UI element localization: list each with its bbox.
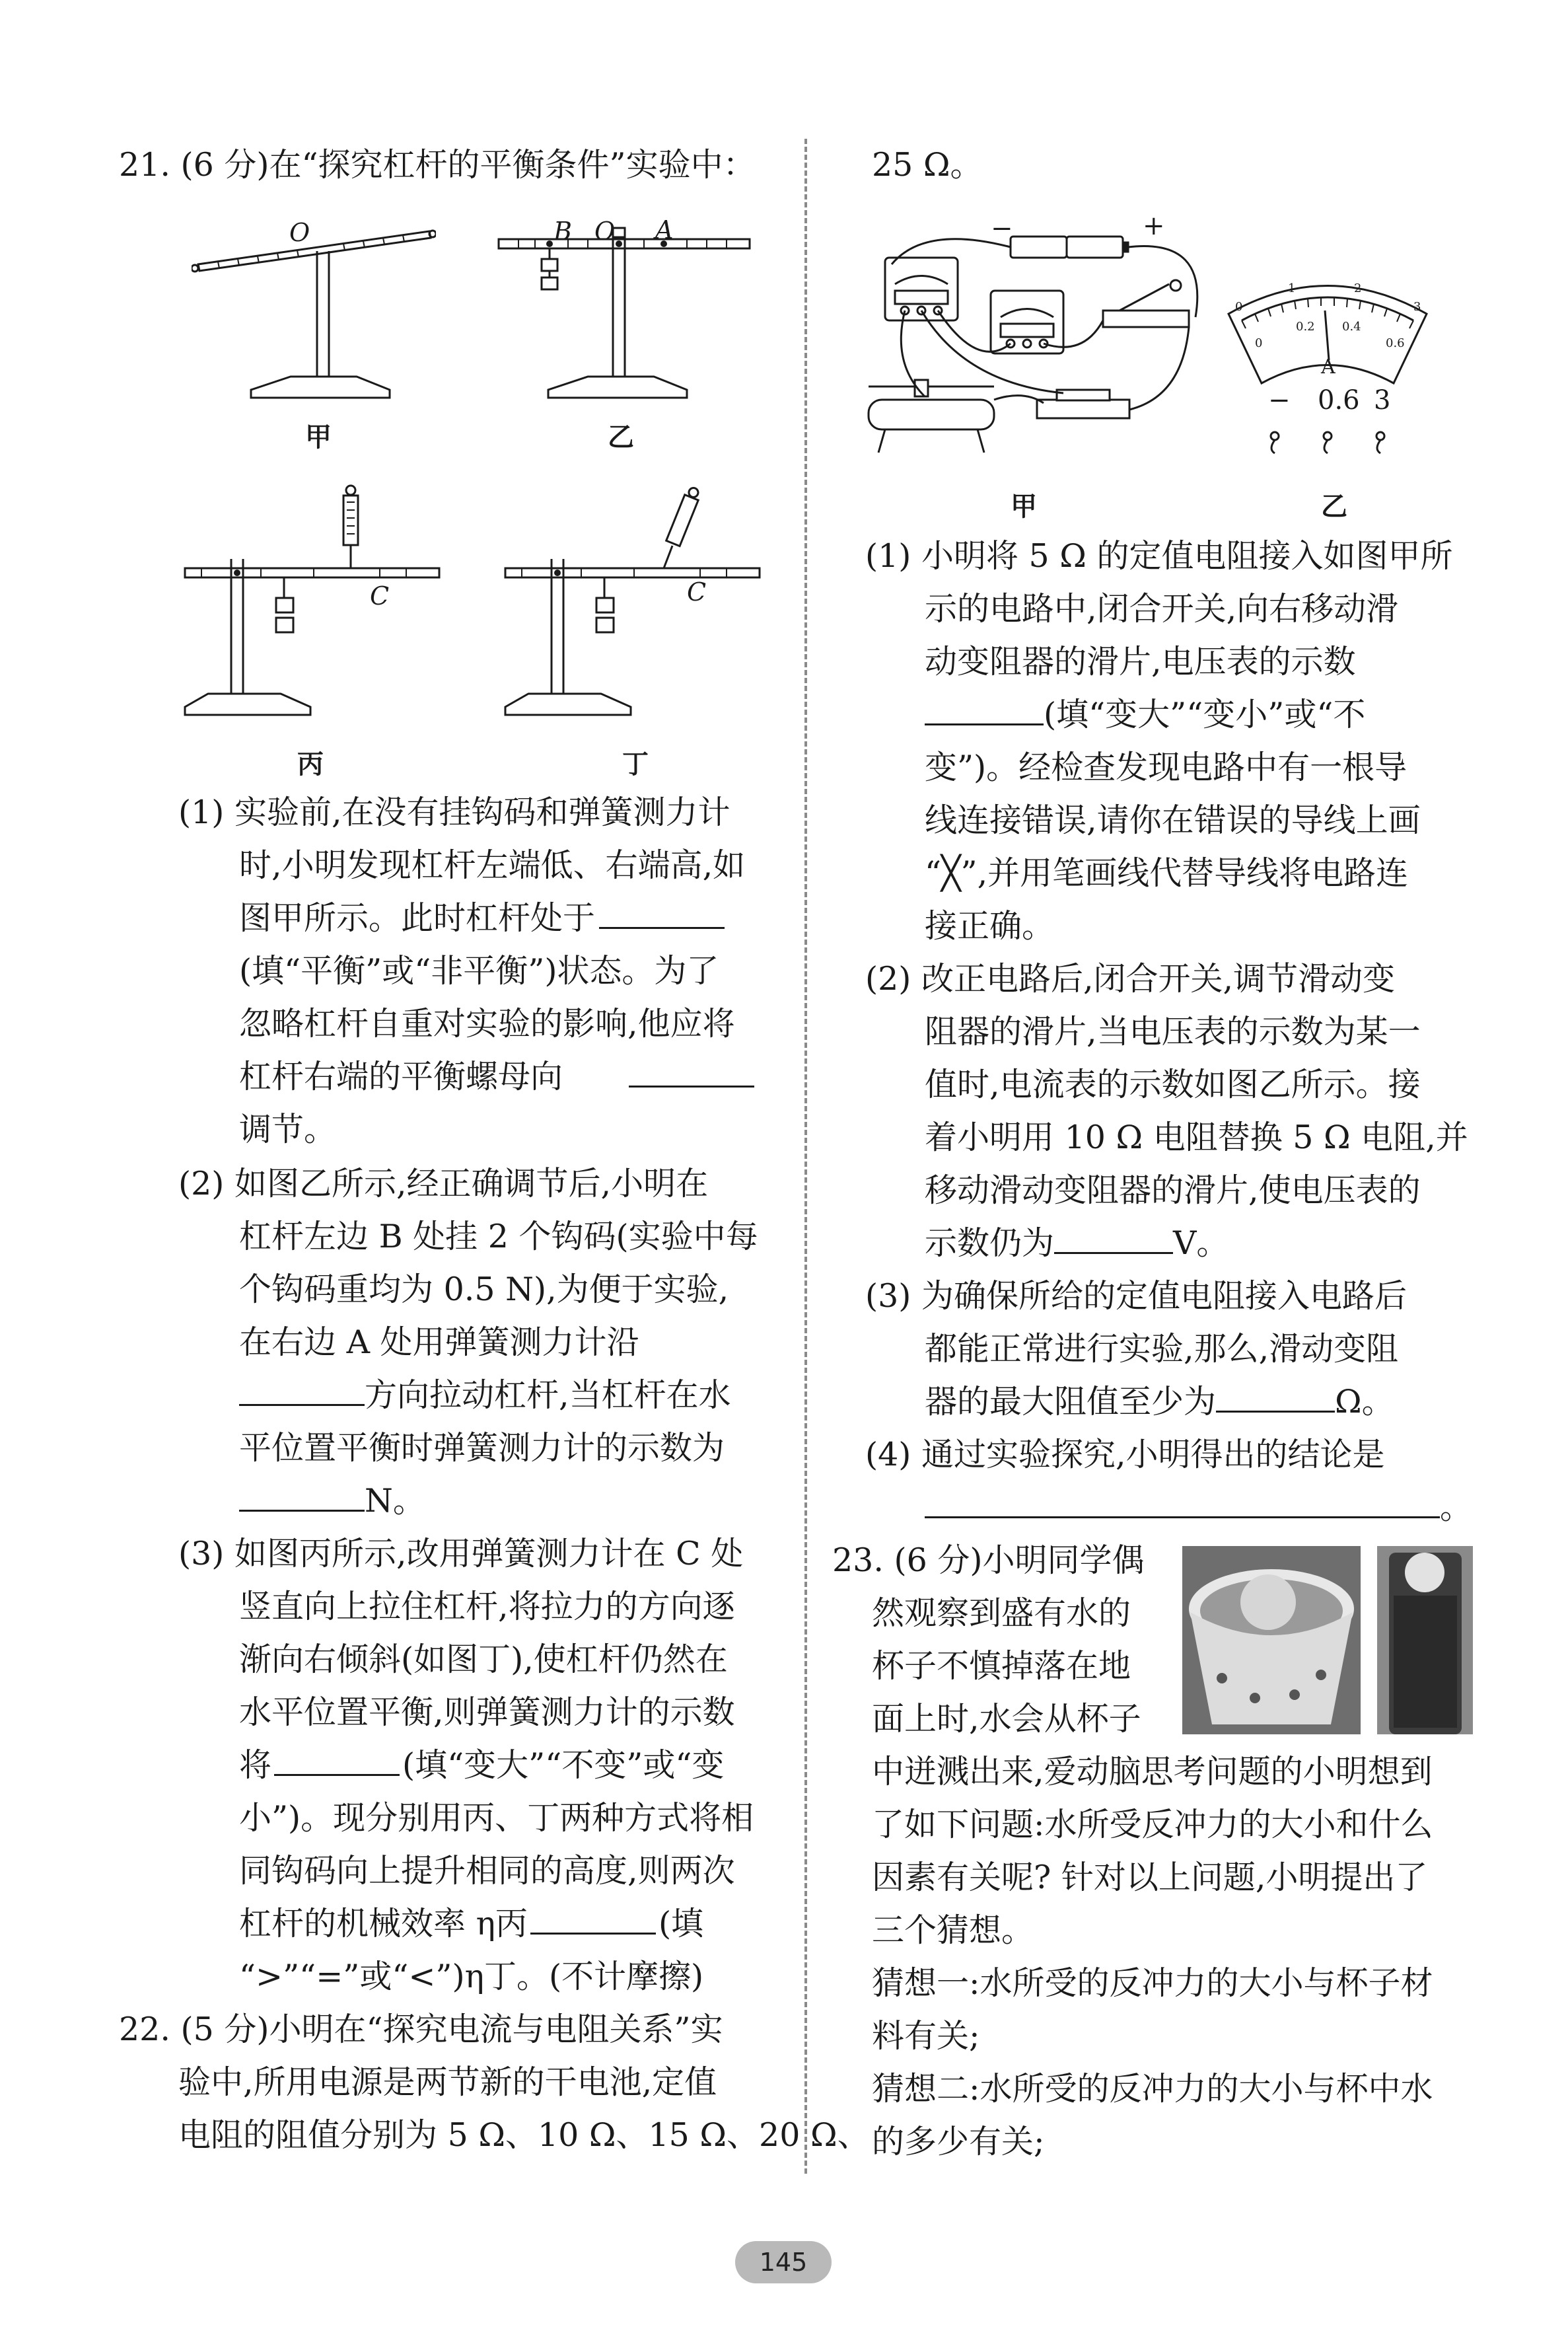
q21-part3-line3: 渐向右倾斜(如图丁),使杠杆仍然在 bbox=[239, 1641, 728, 1678]
fig-yi-label-b: B bbox=[553, 217, 572, 246]
q23-line2: 然观察到盛有水的 bbox=[872, 1594, 1131, 1632]
dial-bottom-02: 0.2 bbox=[1296, 320, 1315, 334]
q23-line1: 23. (6 分)小明同学偶 bbox=[832, 1541, 1145, 1579]
q22-header-line3: 电阻的阻值分别为 5 Ω、10 Ω、15 Ω、20 Ω、 bbox=[178, 2116, 870, 2154]
fig-yi-label-o: O bbox=[594, 217, 616, 246]
q21-part2-line3: 个钩码重均为 0.5 N),为便于实验, bbox=[239, 1271, 729, 1308]
page-number: 145 bbox=[735, 2241, 832, 2283]
answer-blank[interactable] bbox=[530, 1906, 656, 1935]
q23-line9: 猜想一:水所受的反冲力的大小与杯子材 bbox=[872, 1964, 1433, 2002]
q21-part1-line1: (1) 实验前,在没有挂钩码和弹簧测力计 bbox=[178, 793, 731, 831]
q22-part2-line5: 移动滑动变阻器的滑片,使电压表的 bbox=[925, 1171, 1421, 1209]
q21-part1-line4: (填“平衡”或“非平衡”)状态。为了 bbox=[239, 952, 719, 990]
q21-part3-line1: (3) 如图丙所示,改用弹簧测力计在 C 处 bbox=[178, 1535, 744, 1572]
bottle-photo bbox=[1377, 1546, 1473, 1734]
q21-part3-line5: 将 (填“变大”“不变”或“变 bbox=[239, 1746, 725, 1784]
q22-part1-line4: (填“变大”“变小”或“不 bbox=[925, 695, 1365, 735]
q22-part1-line2: 示的电路中,闭合开关,向右移动滑 bbox=[925, 590, 1399, 628]
q21-part1-line7: 调节。 bbox=[239, 1111, 337, 1148]
lever-figure-bing bbox=[182, 482, 446, 720]
q23-line11: 猜想二:水所受的反冲力的大小与杯中水 bbox=[872, 2070, 1433, 2108]
q22-part1-line8: 接正确。 bbox=[925, 907, 1055, 945]
q21-header: 21. (6 分)在“探究杠杆的平衡条件”实验中： bbox=[119, 146, 756, 184]
q23-line12: 的多少有关; bbox=[872, 2123, 1045, 2160]
q21-part3-line9: “>”“=”或“<”)η丁。(不计摩擦) bbox=[239, 1958, 704, 1995]
q22-part1-line5: 变”)。经检查发现电路中有一根导 bbox=[925, 749, 1408, 786]
q21-part1-line2: 时,小明发现杠杆左端低、右端高,如 bbox=[239, 846, 746, 884]
q22-part2-line6: 示数仍为 V。 bbox=[925, 1224, 1229, 1262]
lever-figure-ding bbox=[502, 482, 766, 720]
dial-unit: A bbox=[1321, 355, 1336, 379]
lever-figure-jia bbox=[192, 211, 436, 403]
q22-header-line2: 验中,所用电源是两节新的干电池,定值 bbox=[178, 2063, 717, 2101]
q22-part2-line2: 阻器的滑片,当电压表的示数为某一 bbox=[925, 1013, 1421, 1051]
answer-blank[interactable] bbox=[274, 1748, 400, 1776]
lever-figure-yi bbox=[495, 225, 753, 403]
column-divider bbox=[804, 139, 807, 2174]
q23-line5: 中迸溅出来,爱动脑思考问题的小明想到 bbox=[872, 1753, 1433, 1790]
q21-part3-line6: 小”)。现分别用丙、丁两种方式将相 bbox=[239, 1799, 754, 1837]
terminal-3: 3 bbox=[1374, 385, 1391, 416]
dial-bottom-06: 0.6 bbox=[1386, 336, 1405, 350]
q21-part2-line6: 平位置平衡时弹簧测力计的示数为 bbox=[239, 1429, 725, 1467]
answer-blank[interactable] bbox=[239, 1483, 365, 1512]
answer-blank[interactable] bbox=[1054, 1226, 1173, 1254]
fig-caption-jia: 甲 bbox=[305, 422, 332, 453]
q22-part3-line1: (3) 为确保所给的定值电阻接入电路后 bbox=[865, 1277, 1407, 1315]
q23-line10: 料有关; bbox=[872, 2017, 980, 2055]
q21-part2-line5: 方向拉动杠杆,当杠杆在水 bbox=[239, 1376, 731, 1415]
fig-caption-yi: 乙 bbox=[608, 422, 634, 453]
q22-part3-line2: 都能正常进行实验,那么,滑动变阻 bbox=[925, 1330, 1399, 1368]
q23-line8: 三个猜想。 bbox=[872, 1911, 1034, 1949]
fig-caption-ding: 丁 bbox=[622, 749, 649, 780]
dial-top-1: 1 bbox=[1288, 281, 1296, 295]
answer-blank[interactable] bbox=[629, 1059, 754, 1088]
q22-part4-line2: 。 bbox=[925, 1488, 1472, 1528]
answer-blank[interactable] bbox=[599, 901, 725, 929]
battery-negative-sign: − bbox=[991, 213, 1013, 244]
fig-jia-label-o: O bbox=[289, 218, 310, 247]
q22-header-line1: 22. (5 分)小明在“探究电流与电阻关系”实 bbox=[119, 2011, 723, 2048]
q21-part3-line2: 竖直向上拉住杠杆,将拉力的方向逐 bbox=[239, 1588, 735, 1625]
answer-blank[interactable] bbox=[1216, 1384, 1335, 1413]
q21-part2-line7: N。 bbox=[239, 1481, 425, 1521]
battery-positive-sign: + bbox=[1143, 211, 1165, 241]
q21-part2-line1: (2) 如图乙所示,经正确调节后,小明在 bbox=[178, 1165, 709, 1202]
q21-part3-line8: 杠杆的机械效率 η丙 (填 bbox=[239, 1905, 704, 1942]
answer-blank[interactable] bbox=[925, 697, 1044, 725]
answer-blank[interactable] bbox=[239, 1378, 365, 1406]
terminal-0-6: 0.6 bbox=[1318, 385, 1360, 416]
dial-top-3: 3 bbox=[1413, 300, 1421, 314]
q21-part1-line6: 杠杆右端的平衡螺母向 bbox=[239, 1057, 754, 1097]
q23-line6: 了如下问题:水所受反冲力的大小和什么 bbox=[872, 1806, 1433, 1843]
q21-part1-line3: 图甲所示。此时杠杆处于 bbox=[239, 899, 725, 938]
fig-caption-ammeter-yi: 乙 bbox=[1321, 492, 1347, 522]
terminal-negative: − bbox=[1268, 385, 1291, 416]
q22-part2-line3: 值时,电流表的示数如图乙所示。接 bbox=[925, 1066, 1421, 1103]
q21-part2-line4: 在右边 A 处用弹簧测力计沿 bbox=[239, 1323, 639, 1361]
fig-bing-label-c: C bbox=[370, 581, 390, 610]
q21-part2-line2: 杠杆左边 B 处挂 2 个钩码(实验中每 bbox=[239, 1218, 758, 1255]
dial-bottom-0: 0 bbox=[1255, 336, 1263, 350]
q23-line7: 因素有关呢? 针对以上问题,小明提出了 bbox=[872, 1859, 1428, 1896]
q22-part2-line4: 着小明用 10 Ω 电阻替换 5 Ω 电阻,并 bbox=[925, 1119, 1468, 1156]
q21-part3-line4: 水平位置平衡,则弹簧测力计的示数 bbox=[239, 1693, 735, 1731]
answer-blank[interactable] bbox=[925, 1490, 1440, 1518]
dial-top-0: 0 bbox=[1235, 300, 1243, 314]
fig-ding-label-c: C bbox=[687, 577, 707, 607]
dial-bottom-04: 0.4 bbox=[1342, 320, 1361, 334]
fig-caption-circuit-jia: 甲 bbox=[1011, 492, 1037, 522]
q22-part1-line3: 动变阻器的滑片,电压表的示数 bbox=[925, 643, 1356, 681]
terminal-screws bbox=[1265, 423, 1397, 456]
fig-caption-bing: 丙 bbox=[297, 749, 324, 780]
q22-part3-line3: 器的最大阻值至少为 Ω。 bbox=[925, 1383, 1394, 1421]
cup-photo bbox=[1182, 1546, 1361, 1734]
q23-line3: 杯子不慎掉落在地 bbox=[872, 1647, 1131, 1685]
q22-part1-line1: (1) 小明将 5 Ω 的定值电阻接入如图甲所 bbox=[865, 537, 1453, 575]
q22-part4-line1: (4) 通过实验探究,小明得出的结论是 bbox=[865, 1436, 1385, 1473]
dial-top-2: 2 bbox=[1354, 281, 1362, 295]
q21-part1-line5: 忽略杠杆自重对实验的影响,他应将 bbox=[239, 1005, 735, 1043]
circuit-figure-jia bbox=[865, 211, 1235, 462]
q22-part2-line1: (2) 改正电路后,闭合开关,调节滑动变 bbox=[865, 960, 1396, 998]
fig-yi-label-a: A bbox=[655, 215, 674, 244]
q22-header-line4: 25 Ω。 bbox=[872, 146, 983, 184]
q22-part1-line7: “╳”,并用笔画线代替导线将电路连 bbox=[925, 854, 1409, 892]
q21-part3-line7: 同钩码向上提升相同的高度,则两次 bbox=[239, 1852, 735, 1890]
q22-part1-line6: 线连接错误,请你在错误的导线上画 bbox=[925, 801, 1421, 839]
q23-line4: 面上时,水会从杯子 bbox=[872, 1700, 1141, 1738]
